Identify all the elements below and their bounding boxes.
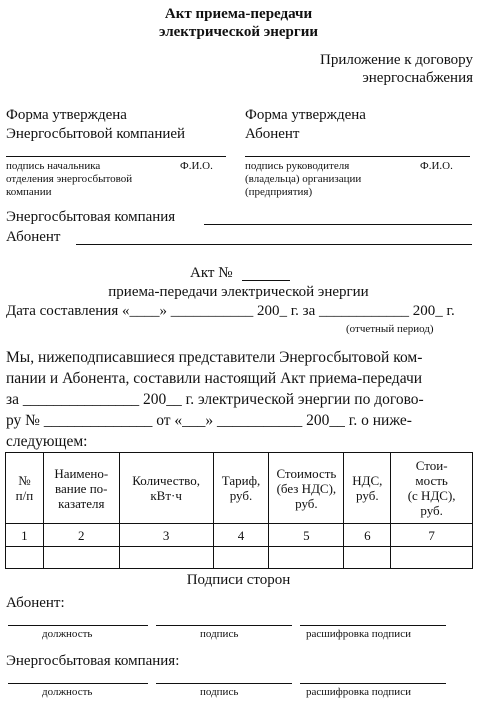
company-field-line[interactable]: [204, 224, 472, 225]
col-header-cost-vat: Стои- мость (с НДС), руб.: [391, 453, 473, 524]
subscriber-position-line[interactable]: [8, 625, 148, 626]
company-decoding-line[interactable]: [300, 683, 446, 684]
approval-left-signature-line[interactable]: [6, 156, 226, 157]
subscriber-signature-line[interactable]: [156, 625, 292, 626]
table-cell[interactable]: [6, 547, 44, 569]
table-cell: 1: [6, 524, 44, 547]
body-line2: пании и Абонента, составили настоящий Акт приема-передачи: [6, 370, 423, 387]
energy-table: [5, 452, 473, 569]
period-caption: (отчетный период): [346, 323, 434, 335]
approval-right-signature-line[interactable]: [245, 156, 470, 157]
appendix-line1: Приложение к договору: [320, 52, 473, 68]
company-position-caption: должность: [42, 686, 93, 698]
body-line3: за _______________ 200__ г. электрической энергии по догово-: [6, 391, 424, 408]
signature-subscriber-label: Абонент:: [6, 595, 65, 611]
approval-right-fio: Ф.И.О.: [420, 160, 453, 172]
body-line4: ру № ______________ от «___» ___________ 200__ г. о ниже-: [6, 412, 412, 429]
document-title-line1: Акт приема-передачи: [164, 6, 313, 22]
approval-right-line1: Форма утверждена: [245, 107, 366, 123]
col-header-vat: НДС, руб.: [344, 453, 391, 524]
approval-left-fio: Ф.И.О.: [180, 160, 213, 172]
subscriber-label: Абонент: [6, 229, 61, 245]
table-cell[interactable]: [213, 547, 269, 569]
act-subtitle: приема-передачи электрической энергии: [108, 284, 369, 300]
table-cell[interactable]: [391, 547, 473, 569]
company-signature-caption: подпись: [200, 686, 239, 698]
table-row: [6, 547, 473, 569]
table-cell: 7: [391, 524, 473, 547]
subscriber-decoding-caption: расшифровка подписи: [306, 628, 411, 640]
approval-left-caption2: отделения энергосбытовой: [6, 173, 133, 185]
approval-right-line2: Абонент: [245, 126, 300, 142]
body-line5: следующем:: [6, 433, 88, 450]
subscriber-position-caption: должность: [42, 628, 93, 640]
col-header-tariff: Тариф, руб.: [213, 453, 269, 524]
table-cell[interactable]: [344, 547, 391, 569]
table-cell[interactable]: [43, 547, 119, 569]
approval-left-line1: Форма утверждена: [6, 107, 127, 123]
company-position-line[interactable]: [8, 683, 148, 684]
approval-left-caption1: подпись начальника: [6, 160, 101, 172]
document-title-line2: электрической энергии: [159, 24, 318, 40]
table-cell: 5: [269, 524, 344, 547]
table-header-row: [6, 453, 473, 524]
body-line1: Мы, нижеподписавшиеся представители Энергосбытовой ком-: [6, 349, 423, 366]
subscriber-field-line[interactable]: [76, 244, 472, 245]
company-label: Энергосбытовая компания: [6, 209, 176, 225]
act-number-line[interactable]: [242, 280, 290, 281]
table-cell[interactable]: [269, 547, 344, 569]
approval-left-line2: Энергосбытовой компанией: [6, 126, 186, 142]
subscriber-decoding-line[interactable]: [300, 625, 446, 626]
approval-left-caption3: компании: [6, 186, 52, 198]
signatures-title: Подписи сторон: [186, 572, 291, 588]
col-header-number: № п/п: [6, 453, 44, 524]
table-cell: 6: [344, 524, 391, 547]
company-decoding-caption: расшифровка подписи: [306, 686, 411, 698]
col-header-name: Наимено- вание по- казателя: [43, 453, 119, 524]
col-header-quantity: Количество, кВт·ч: [119, 453, 213, 524]
appendix-line2: энергоснабжения: [362, 70, 473, 86]
table-cell: 2: [43, 524, 119, 547]
company-signature-line[interactable]: [156, 683, 292, 684]
col-header-cost: Стоимость (без НДС), руб.: [269, 453, 344, 524]
act-date-line: Дата составления «____» ___________ 200_ г. за ____________ 200_ г.: [6, 303, 455, 319]
table-cell: 3: [119, 524, 213, 547]
signature-company-label: Энергосбытовая компания:: [6, 653, 180, 669]
approval-right-caption2: (владельца) организации: [245, 173, 362, 185]
table-cell: 4: [213, 524, 269, 547]
subscriber-signature-caption: подпись: [200, 628, 239, 640]
act-number-label: Акт №: [190, 265, 233, 281]
approval-right-caption1: подпись руководителя: [245, 160, 350, 172]
table-row: [6, 524, 473, 547]
table-cell[interactable]: [119, 547, 213, 569]
approval-right-caption3: (предприятия): [245, 186, 313, 198]
